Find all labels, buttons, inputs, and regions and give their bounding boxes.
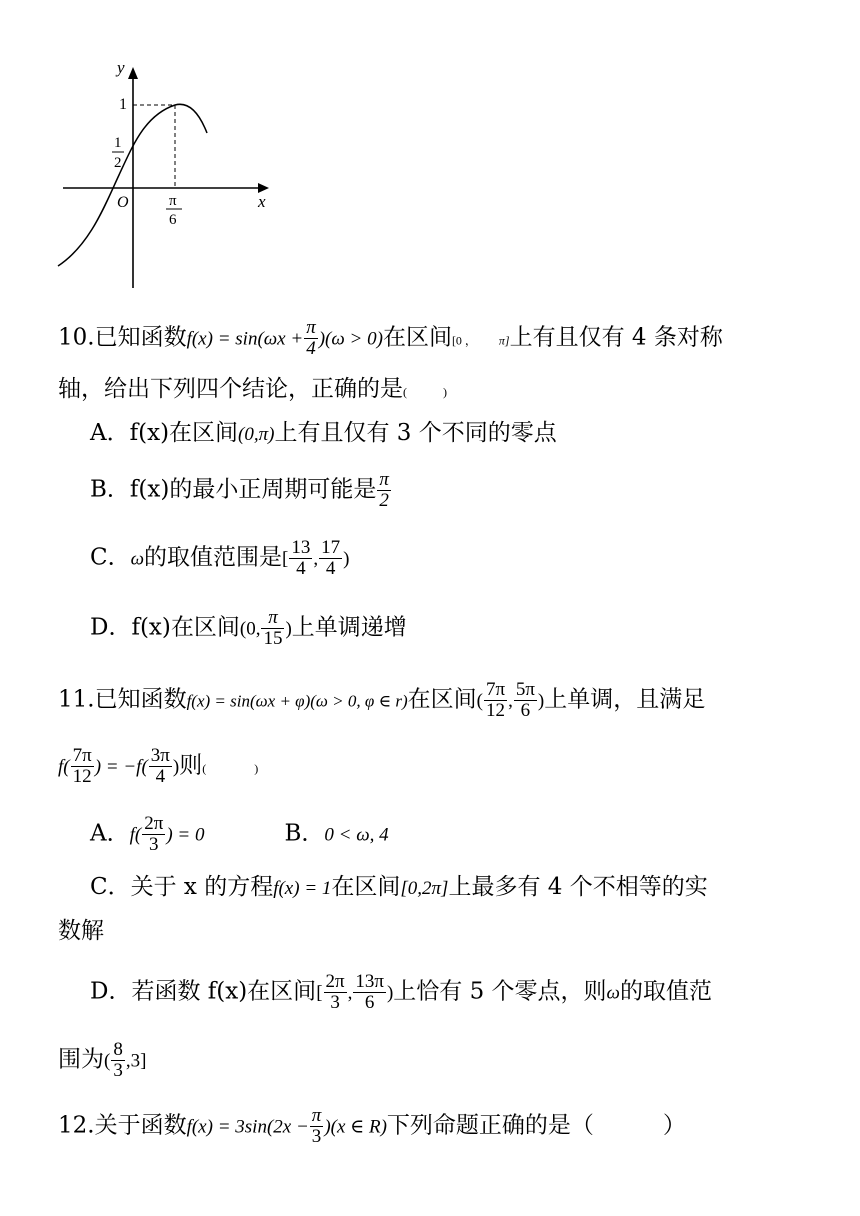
- q11-d-line2-num: 8: [113, 1039, 123, 1060]
- q11-d-frac2: [353, 972, 386, 1013]
- q11-option-c-line2: [58, 920, 104, 943]
- q10-function: f(x) = sin(ωx +: [186, 328, 304, 350]
- q10-c-num1: 13: [291, 537, 311, 558]
- q12-frac-den: 3: [311, 1125, 322, 1147]
- q10-c-omega: ω: [130, 548, 145, 570]
- q11-l2-frac1: [71, 746, 94, 787]
- q10-c-den2: 4: [325, 557, 336, 579]
- q11-d-post: 的取值范: [619, 978, 712, 1005]
- q11-c-math: f(x) = 1: [273, 878, 332, 899]
- q11-l2-den2: 4: [155, 765, 166, 787]
- q10-stem-part2: 在区间: [382, 324, 452, 351]
- q11-stem-part1: 11.已知函数: [58, 686, 187, 713]
- q11-d-num1: 2π: [325, 971, 345, 992]
- q11-stem-line1: [58, 680, 705, 721]
- y-axis-arrow: [128, 67, 138, 79]
- q10-frac-num: π: [306, 317, 316, 338]
- q11-answer-paren: ( ): [202, 761, 259, 776]
- q10-option-d: [90, 608, 407, 649]
- q11-a-eq: ) = 0: [166, 824, 205, 846]
- q11-open: (: [476, 690, 483, 712]
- q11-d-omega: ω: [606, 982, 620, 1004]
- q11-den1: 12: [486, 699, 506, 721]
- sine-graph: [55, 55, 285, 290]
- q11-frac2: [514, 680, 537, 721]
- q11-l2-den1: 12: [72, 765, 92, 787]
- q10-option-c: [90, 538, 349, 579]
- q11-d-num2: 13π: [355, 971, 384, 992]
- q11-b-math: 0 < ω, 4: [324, 824, 389, 846]
- q11-d-den2: 6: [364, 991, 375, 1013]
- q10-interval-b: π]: [498, 333, 510, 348]
- q10-d-open: (0,: [239, 618, 261, 640]
- q10-d-post: 上单调递增: [291, 614, 407, 641]
- q10-c-frac2: [319, 538, 342, 579]
- q11-c-line2: 数解: [58, 918, 104, 944]
- q11-c-mid: 在区间: [331, 874, 401, 900]
- q10-option-b: [90, 470, 392, 511]
- q11-stem-part2: 在区间: [407, 686, 477, 713]
- q10-c-frac1: [289, 538, 312, 579]
- q12-function: f(x) = 3sin(2x −: [186, 1116, 309, 1138]
- q10-stem-part3: 上有且仅有 4 条对称: [509, 324, 723, 351]
- q11-close: ): [537, 690, 545, 712]
- q11-l2-mid: ) = −f(: [94, 756, 148, 778]
- q10-c-num2: 17: [321, 537, 341, 558]
- q11-l2-frac2: [149, 746, 172, 787]
- q10-answer-paren: ( ): [403, 385, 447, 399]
- q11-l2-num1: 7π: [72, 745, 92, 766]
- q11-stem-line2: [58, 746, 258, 787]
- q11-function: f(x) = sin(ωx + φ)(ω > 0, φ ∈ r): [186, 691, 408, 711]
- q11-option-c: [90, 876, 708, 899]
- q11-d-den1: 3: [330, 991, 340, 1013]
- q10-interval-a: [0 ，: [451, 333, 477, 348]
- q12-frac-num: π: [311, 1105, 322, 1126]
- q11-a-f: f(: [129, 824, 142, 846]
- q11-d-line2-close: ,3]: [125, 1050, 147, 1072]
- q10-stem-part1: 10.已知函数: [58, 324, 187, 351]
- q10-a-math: (0,π): [238, 424, 275, 445]
- q11-d-close: ): [386, 982, 394, 1004]
- q11-d-line2-open: (: [104, 1050, 111, 1072]
- q11-c-post: 上最多有 4 个不相等的实: [448, 874, 708, 900]
- q11-d-line2-fraction: [111, 1040, 125, 1081]
- q11-a-label: A．: [90, 820, 130, 847]
- q11-d-comma: ,: [347, 982, 353, 1004]
- q10-d-fraction: [261, 608, 284, 649]
- q11-frac1: [484, 680, 507, 721]
- q10-fraction: [304, 318, 318, 359]
- q10-c-den1: 4: [296, 557, 306, 579]
- q11-a-num: 2π: [144, 813, 164, 834]
- q12-stem-part2: 下列命题正确的是（ ）: [386, 1112, 686, 1139]
- q11-c-interval: [0,2π]: [400, 878, 449, 899]
- q10-stem-line1: [58, 318, 723, 359]
- q11-b-label: B．: [284, 820, 325, 847]
- origin-label: O: [117, 194, 129, 211]
- q10-d-pre: D．f(x)在区间: [90, 614, 240, 641]
- q11-l2-num2: 3π: [150, 745, 170, 766]
- y-max-label: 1: [119, 96, 127, 113]
- x-tick-numerator: π: [169, 193, 177, 209]
- q11-den2: 6: [520, 699, 531, 721]
- q10-c-mid: 的取值范围是: [144, 544, 283, 571]
- q11-d-pre: D．若函数 f(x)在区间: [90, 978, 317, 1005]
- q11-d-line2-den: 3: [113, 1059, 123, 1081]
- q10-c-open: [: [282, 548, 289, 570]
- q11-l2-f1: f(: [58, 756, 70, 778]
- q10-c-pre: C．: [90, 544, 131, 571]
- q10-d-den: 15: [263, 627, 283, 649]
- q10-option-a: [90, 422, 557, 445]
- q11-d-line2-pre: 围为: [58, 1046, 104, 1073]
- q11-comma: ,: [508, 690, 513, 712]
- q10-b-fraction: [377, 470, 391, 511]
- half-numerator: 1: [114, 135, 122, 151]
- q11-stem-part3: 上单调，且满足: [544, 686, 706, 713]
- q10-d-num: π: [261, 608, 284, 629]
- q10-d-close: ): [285, 618, 292, 640]
- q11-d-mid: 上恰有 5 个零点，则: [393, 978, 607, 1005]
- q10-c-close: ): [343, 548, 350, 570]
- q11-d-frac1: [324, 972, 347, 1013]
- q10-condition: )(ω > 0): [318, 328, 383, 350]
- q11-option-d-line2: [58, 1040, 146, 1081]
- q10-stem-line2: [58, 378, 447, 401]
- q12-stem-part1: 12.关于函数: [58, 1112, 187, 1139]
- q11-num2: 5π: [515, 679, 535, 700]
- q10-frac-den: 4: [306, 337, 316, 359]
- q12-stem: [58, 1106, 686, 1147]
- q12-fraction: [310, 1106, 324, 1147]
- x-axis-label: x: [258, 192, 266, 211]
- q10-a-pre: A．f(x)在区间: [90, 420, 239, 446]
- q11-l2-close: ): [172, 756, 180, 778]
- q11-option-d: [90, 972, 712, 1013]
- q10-b-pre: B．f(x)的最小正周期可能是: [90, 476, 377, 503]
- q10-b-den: 2: [379, 489, 389, 511]
- q10-stem-line2-text: 轴，给出下列四个结论，正确的是: [58, 376, 403, 402]
- q10-c-comma: ,: [313, 548, 319, 570]
- q10-a-post: 上有且仅有 3 个不同的零点: [274, 420, 557, 446]
- y-axis-label: y: [117, 58, 125, 77]
- q11-a-fraction: [142, 814, 165, 855]
- x-tick-denominator: 6: [169, 212, 177, 228]
- q12-condition: )(x ∈ R): [324, 1116, 387, 1138]
- q11-l2-text: 则: [179, 752, 203, 779]
- q11-d-open: [: [316, 982, 323, 1004]
- q11-options-ab: [90, 814, 389, 855]
- q10-b-num: π: [379, 469, 389, 490]
- half-denominator: 2: [114, 155, 122, 171]
- q11-c-pre: C．关于 x 的方程: [90, 874, 274, 900]
- q11-a-den: 3: [149, 833, 159, 855]
- q11-num1: 7π: [485, 679, 506, 700]
